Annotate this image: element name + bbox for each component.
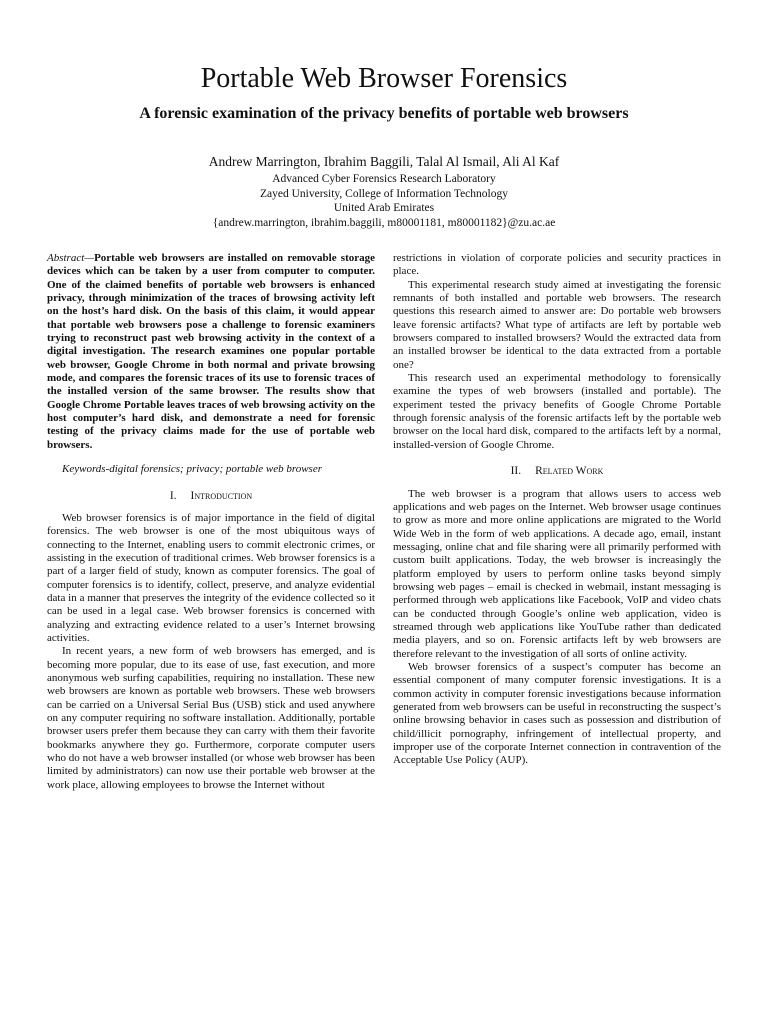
section-number: I.	[169, 489, 177, 502]
affiliation-university: Zayed University, College of Information Technology	[260, 187, 508, 200]
affiliation-country: United Arab Emirates	[333, 202, 435, 214]
section-heading-introduction	[47, 490, 375, 503]
intro-paragraph-3: This experimental research study aimed at investigating the forensic remnants of both installed and portable web browsers. The research questions this research aimed to answer are: Do portable web browsers leave forensic artifacts? What type of artifacts are left by portable web browsers compared to installed browsers? Would the extracted data from an installed browser be identical to the data extracted from a portable one?	[393, 278, 721, 371]
intro-paragraph-1: Web browser forensics is of major importance in the field of digital forensics. The web browser is one of the most ubiquitous ways of connecting to the Internet, enabling users to commit electronic crimes, or assisting in the execution of traditional crimes. Web browser forensics is a part of a larger field of study, known as computer forensics. The goal of computer forensics is to identify, collect, preserve, and analyze evidential data in a manner that preserves the integrity of the evidence collected so it can be used in a legal case. Web browser forensics is concerned with analyzing and extracting evidence related to a user’s Internet browsing activities.	[47, 511, 375, 644]
right-column	[393, 252, 721, 768]
related-paragraph-1: The web browser is a program that allows users to access web applications and web pages on the Internet. Web browser usage continues to grow as more and more online applications are migrated to the World Wide Web in the form of web applications. A decade ago, email, instant messaging, online chat and file sharing were all primarily performed with custom built applications. Today, the web browser is increasingly the platform employed by users to perform online tasks beyond simply browsing web pages – email is checked in webmail, instant messaging is performed through web applications like Facebook, VoIP and video chats can be conducted through Google’s online web application, video is streamed through web applications like YouTube rather than dedicated media players, and so on. Forensic artifacts left by web browsers are therefore relevant to the investigation of all sorts of online activity.	[393, 487, 721, 660]
intro-paragraph-2: In recent years, a new form of web browsers has emerged, and is becoming more popular, due to its ease of use, fast execution, and more anonymous web surfing capabilities, requiring no installation. These new web browsers are known as portable web browsers. These web browsers can be carried on a Universal Serial Bus (USB) stick and used anywhere on any computer requiring no software installation. Additionally, portable browser users prefer them because they can carry with them their favorite bookmarks anywhere they go. Furthermore, corporate computer users who do not have a web browser installed (or whose web browser has been limited by administrators) can now use their portable web browser at the work place, allowing employees to browse the Internet without	[47, 645, 375, 791]
section-title: Related Work	[535, 465, 604, 478]
left-column	[47, 252, 375, 792]
abstract-text: Portable web browsers are installed on removable storage devices which can be taken by a user from computer to computer. One of the claimed benefits of portable web browsers is enhanced privacy, through minimization of the traces of browsing activity left on the host’s hard disk. On the basis of this claim, it would appear that portable web browsers pose a challenge to forensic examiners trying to reconstruct past web browsing activity in the context of a digital investigation. The research examines one popular portable web browser, Google Chrome in both normal and private browsing mode, and compares the forensic traces of its use to forensic traces of the installed version of the same browser. The results show that Google Chrome Portable leaves traces of web browsing activity on the host computer’s hard disk, and demonstrate a need for forensic testing of the privacy claims made for the use of portable web browsers.	[47, 252, 375, 451]
section-title: Introduction	[190, 489, 253, 502]
section-heading-related-work	[393, 465, 721, 478]
section-number: II.	[510, 465, 522, 478]
author-emails: {andrew.marrington, ibrahim.baggili, m80001181, m80001182}@zu.ac.ae	[212, 216, 556, 229]
intro-paragraph-4: This research used an experimental methodology to forensically examine the types of web browsers (installed and portable). The experiment tested the privacy benefits of Google Chrome Portable through forensic analysis of the forensic artifacts left by the portable web browser on the local hard disk, compared to the artifacts left by a normal, installed-version of Google Chrome.	[393, 372, 721, 451]
related-paragraph-2: Web browser forensics of a suspect’s computer has become an essential component of many computer forensic investigations. It is a common activity in computer forensic investigations because information generated from web browsers can be useful in reconstructing the suspect’s online browsing behavior in cases such as possession and distribution of child/illicit pornography, infringement of intellectual property, and improper use of the corporate Internet connection in contravention of the Acceptable Use Policy (AUP).	[393, 660, 721, 767]
abstract-label: Abstract—	[47, 252, 95, 264]
affiliation-block	[0, 172, 768, 230]
intro-paragraph-2-continued: restrictions in violation of corporate policies and security practices in place.	[393, 252, 721, 278]
paper-title: Portable Web Browser Forensics	[200, 63, 568, 94]
author-list: Andrew Marrington, Ibrahim Baggili, Talal Al Ismail, Ali Al Kaf	[208, 154, 560, 169]
abstract	[47, 252, 375, 452]
paper-subtitle: A forensic examination of the privacy benefits of portable web browsers	[139, 105, 629, 122]
affiliation-lab: Advanced Cyber Forensics Research Laboratory	[272, 173, 496, 185]
keywords: Keywords-digital forensics; privacy; portable web browser	[62, 463, 322, 476]
